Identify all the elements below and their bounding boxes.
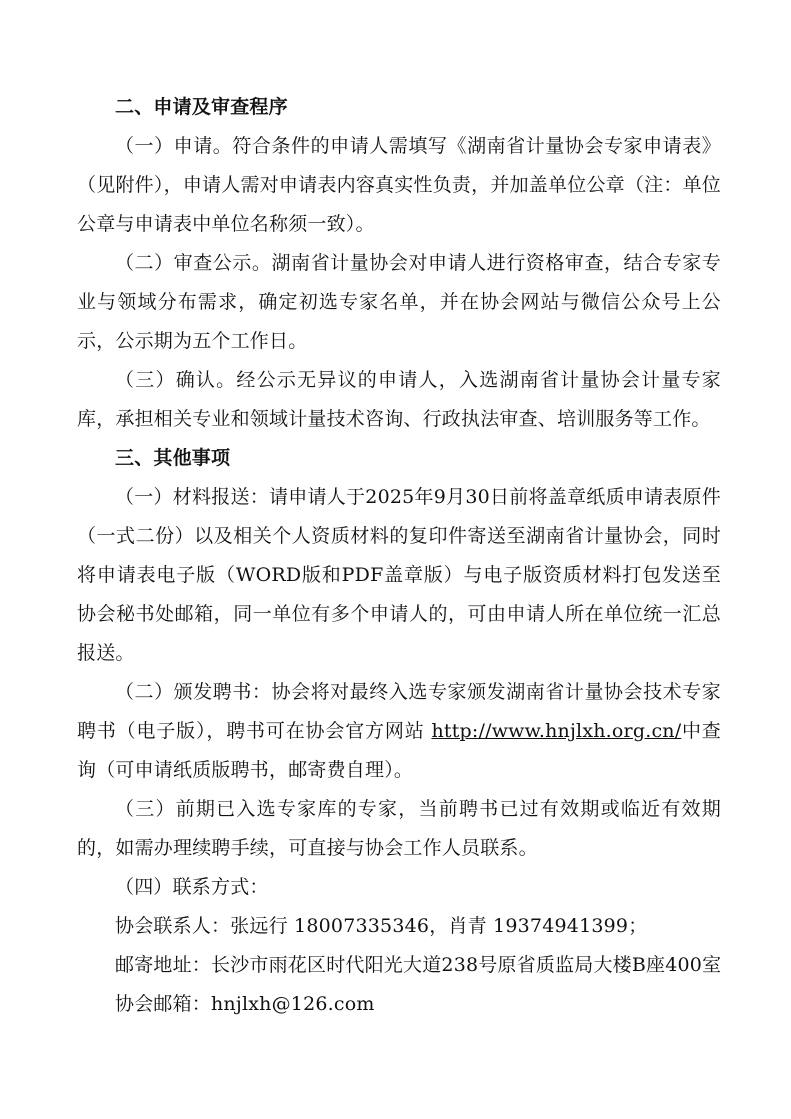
section-3-heading: 三、其他事项 (115, 447, 231, 469)
contact-person: 协会联系人：张远行 18007335346，肖青 19374941399； (115, 915, 648, 937)
section-2-item-1: （一）申请。符合条件的申请人需填写《湖南省计量协会专家申请表》（见附件），申请人需对申请表内容真实性负责，并加盖单位公章（注：单位公章与申请表中单位名称须一致）。 (77, 135, 721, 235)
association-email: 协会邮箱：hnjlxh@126.com (115, 993, 375, 1015)
document-body (77, 88, 721, 1024)
section-3-item-1: （一）材料报送：请申请人于2025年9月30日前将盖章纸质申请表原件（一式二份）以及相关个人资质材料的复印件寄送至湖南省计量协会，同时将申请表电子版（WORD版和PDF盖章版）与电子版资质材料打包发送至协会秘书处邮箱，同一单位有多个申请人的，可由申请人所在单位统一汇总报送。 (77, 486, 721, 664)
section-3-item-4: （四）联系方式： (115, 876, 269, 898)
section-3-item-2 (77, 673, 721, 790)
section-2-item-3: （三）确认。经公示无异议的申请人，入选湖南省计量协会计量专家库，承担相关专业和领域计量技术咨询、行政执法审查、培训服务等工作。 (77, 369, 721, 430)
association-website-link[interactable]: http://www.hnjlxh.org.cn/ (431, 720, 682, 742)
section-3-item-2-text: （二）颁发聘书：协会将对最终入选专家颁发湖南省计量协会技术专家聘书（电子版），聘书可在协会官方网站 (77, 681, 721, 742)
section-2-item-2: （二）审查公示。湖南省计量协会对申请人进行资格审查，结合专家专业与领域分布需求，确定初选专家名单，并在协会网站与微信公众号上公示，公示期为五个工作日。 (77, 252, 721, 352)
mail-address: 邮寄地址：长沙市雨花区时代阳光大道238号原省质监局大楼B座400室 (115, 954, 722, 976)
section-3-item-3: （三）前期已入选专家库的专家，当前聘书已过有效期或临近有效期的，如需办理续聘手续，可直接与协会工作人员联系。 (77, 798, 721, 859)
section-2-heading: 二、申请及审查程序 (115, 96, 288, 118)
section-3-item-2-tail: 中查询（可申请纸质版聘书，邮寄费自理）。 (77, 720, 722, 781)
